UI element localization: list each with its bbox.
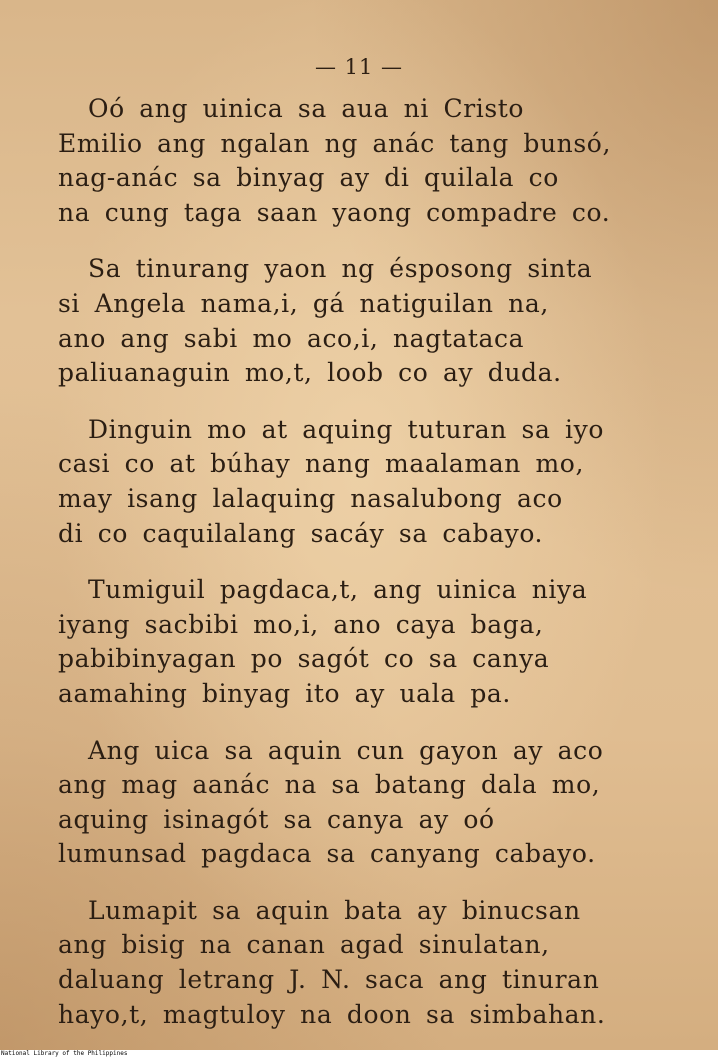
stanza-1 — [58, 92, 698, 230]
verse-line: Sa tinurang yaon ng ésposong sinta — [88, 254, 593, 284]
verse-line: si Angela nama,i, gá natiguilan na, — [58, 288, 549, 318]
verse-line: casi co at búhay nang maalaman mo, — [58, 449, 584, 479]
stanza-6 — [58, 894, 698, 1032]
stanza-4 — [58, 573, 698, 711]
stanza-5 — [58, 734, 698, 872]
verse-line: iyang sacbibi mo,i, ano caya baga, — [58, 609, 544, 639]
verse-line: Dinguin mo at aquing tuturan sa iyo — [88, 414, 604, 444]
poem-body — [58, 92, 698, 1054]
verse-line: hayo,t, magtuloy na doon sa simbahan. — [58, 999, 606, 1029]
page-number: — 11 — — [314, 55, 404, 79]
verse-line: aamahing binyag ito ay uala pa. — [58, 678, 511, 708]
verse-line: Emilio ang ngalan ng anác tang bunsó, — [58, 128, 611, 158]
verse-line: ang bisig na canan agad sinulatan, — [58, 930, 550, 960]
verse-line: Ang uica sa aquin cun gayon ay aco — [88, 735, 604, 765]
verse-line: paliuanaguin mo,t, loob co ay duda. — [58, 358, 562, 388]
footer-bar — [0, 1050, 718, 1058]
verse-line: nag-anác sa binyag ay di quilala co — [58, 163, 559, 193]
verse-line: ang mag aanác na sa batang dala mo, — [58, 770, 601, 800]
verse-line: pabibinyagan po sagót co sa canya — [58, 644, 550, 674]
library-credit: National Library of the Philippines — [1, 1050, 128, 1057]
verse-line: di co caquilalang sacáy sa cabayo. — [58, 518, 544, 548]
verse-line: daluang letrang J. N. saca ang tinuran — [58, 965, 600, 995]
verse-line: ano ang sabi mo aco,i, nagtataca — [58, 323, 525, 353]
stanza-2 — [58, 252, 698, 390]
verse-line: Oó ang uinica sa aua ni Cristo — [88, 94, 525, 123]
verse-line: Lumapit sa aquin bata ay binucsan — [88, 895, 581, 925]
verse-line: aquing isinagót sa canya ay oó — [58, 804, 495, 834]
verse-line: lumunsad pagdaca sa canyang cabayo. — [58, 839, 596, 869]
verse-line: may isang lalaquing nasalubong aco — [58, 483, 563, 513]
verse-line: na cung taga saan yaong compadre co. — [58, 197, 611, 227]
verse-line: Tumiguil pagdaca,t, ang uinica niya — [88, 575, 588, 605]
stanza-3 — [58, 413, 698, 551]
